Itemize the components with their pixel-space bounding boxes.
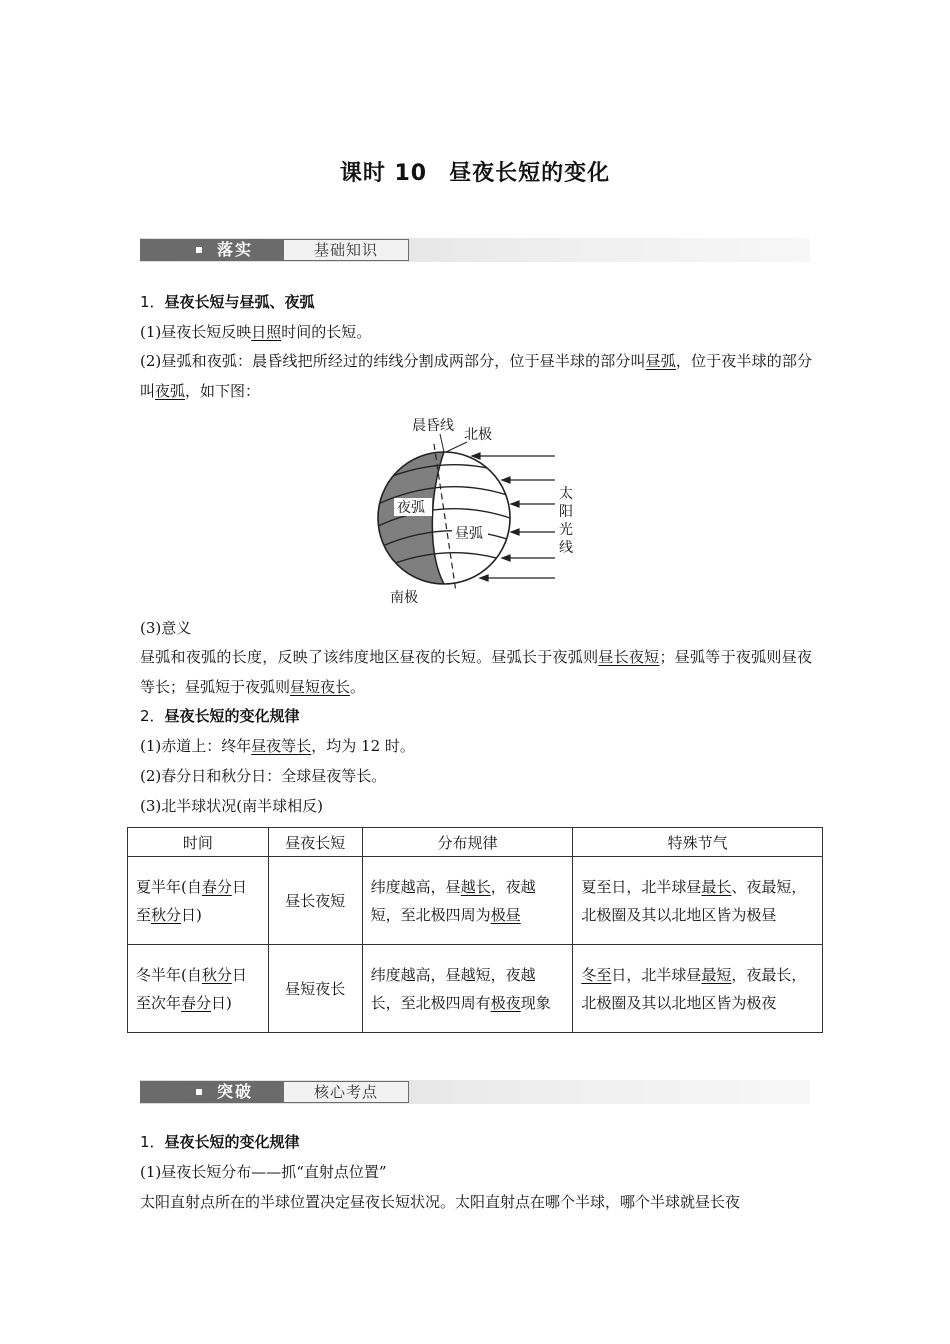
section-banner-core: [140, 1080, 810, 1104]
sunlight-label-char: 太: [559, 486, 573, 502]
day-length-table: [127, 827, 823, 1033]
north-pole-label: 北极: [464, 427, 492, 443]
section-heading: 1．昼夜长短的变化规律: [140, 1133, 300, 1151]
table-cell: 夏半年(自春分日至秋分日): [128, 857, 269, 945]
table-cell: 夏至日，北半球昼最长、夜最短，北极圈及其以北地区皆为极昼: [573, 857, 823, 945]
table-cell: 冬至日，北半球昼最短，夜最长，北极圈及其以北地区皆为极夜: [573, 945, 823, 1033]
column-header: 分布规律: [362, 828, 573, 857]
paragraph: (1)赤道上：终年昼夜等长，均为 12 时。: [140, 737, 415, 755]
table-cell: 昼短夜长: [268, 945, 362, 1033]
column-header: 时间: [128, 828, 269, 857]
banner-dark-tab: 落实: [140, 239, 283, 261]
sunlight-label-char: 线: [559, 540, 573, 556]
leader-line: [446, 442, 467, 452]
column-header: 昼夜长短: [268, 828, 362, 857]
table-row: [128, 857, 823, 945]
square-bullet-icon: [196, 1089, 202, 1095]
banner-dark-tab: 突破: [140, 1081, 283, 1103]
paragraph: 昼弧和夜弧的长度，反映了该纬度地区昼夜的长短。昼弧长于夜弧则昼长夜短；昼弧等于夜弧则昼夜等长；昼弧短于夜弧则昼短夜长。: [140, 648, 812, 696]
paragraph: (3)北半球状况(南半球相反): [140, 797, 323, 815]
paragraph: (1)昼夜长短反映日照时间的长短。: [140, 323, 372, 341]
table-cell: 纬度越高，昼越长，夜越短，至北极四周为极昼: [362, 857, 573, 945]
section-banner-basics: [140, 238, 810, 262]
section-heading: 1．昼夜长短与昼弧、夜弧: [140, 293, 315, 311]
paragraph: (3)意义: [140, 619, 192, 637]
paragraph: (1)昼夜长短分布——抓“直射点位置”: [140, 1163, 387, 1181]
table-row: [128, 945, 823, 1033]
banner-light-tab: 核心考点: [283, 1081, 409, 1103]
section-heading: 2．昼夜长短的变化规律: [140, 707, 300, 725]
globe-diagram: [372, 412, 582, 612]
leader-line: [440, 434, 444, 452]
page-title: 课时 10 昼夜长短的变化: [339, 161, 611, 186]
table-cell: 纬度越高，昼越短，夜越长，至北极四周有极夜现象: [362, 945, 573, 1033]
paragraph: (2)昼弧和夜弧：晨昏线把所经过的纬线分割成两部分，位于昼半球的部分叫昼弧，位于夜半球的部分叫夜弧，如下图：: [140, 352, 812, 400]
table-header-row: [128, 828, 823, 857]
sunlight-label-char: 阳: [559, 504, 573, 520]
banner-light-tab: 基础知识: [283, 239, 409, 261]
day-arc-label: 昼弧: [455, 526, 483, 542]
paragraph: 太阳直射点所在的半球位置决定昼夜长短状况。太阳直射点在哪个半球，哪个半球就昼长夜: [140, 1193, 741, 1211]
table-cell: 冬半年(自秋分日至次年春分日): [128, 945, 269, 1033]
south-pole-label: 南极: [390, 590, 418, 606]
night-arc-label: 夜弧: [397, 500, 425, 516]
column-header: 特殊节气: [573, 828, 823, 857]
terminator-label: 晨昏线: [412, 418, 454, 434]
night-hemisphere: [378, 452, 444, 584]
sunlight-label-char: 光: [559, 522, 573, 538]
table-cell: 昼长夜短: [268, 857, 362, 945]
paragraph: (2)春分日和秋分日：全球昼夜等长。: [140, 767, 387, 785]
square-bullet-icon: [196, 247, 202, 253]
day-night-arc-diagram: [372, 412, 582, 612]
